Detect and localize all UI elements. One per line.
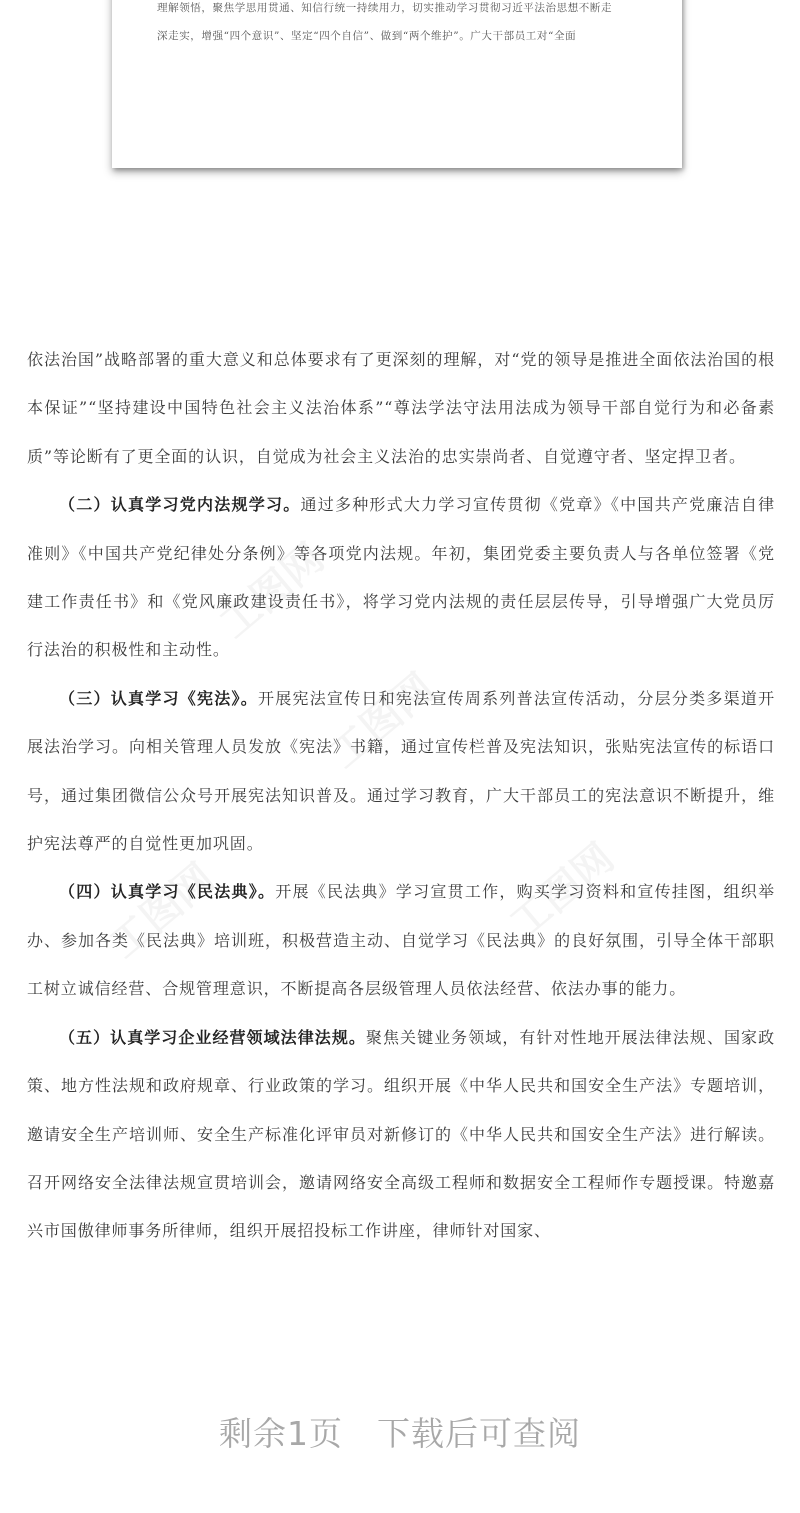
paragraph-continued: 依法治国”战略部署的重大意义和总体要求有了更深刻的理解，对“党的领导是推进全面依法治国的根本保证”“坚持建设中国特色社会主义法治体系”“尊法学法守法用法成为领导干部自觉行为和必备素质”等论断有了更全面的认识，自觉成为社会主义法治的忠实崇尚者、自觉遵守者、坚定捍卫者。 xyxy=(27,350,775,466)
remaining-pages-label: 剩余1页 xyxy=(219,1414,343,1453)
section-body: 开展《民法典》学习宣贯工作，购买学习资料和宣传挂图，组织举办、参加各类《民法典》培训班，积极营造主动、自觉学习《民法典》的良好氛围，引导全体干部职工树立诚信经营、合规管理意识，不断提高各层级管理人员依法经营、依法办事的能力。 xyxy=(27,882,775,999)
preview-line-2: 深走实，增强“四个意识”、坚定“四个自信”、做到“两个维护”。广大干部员工对“全面 xyxy=(157,30,577,42)
section-body: 聚焦关键业务领域，有针对性地开展法律法规、国家政策、地方性法规和政府规章、行业政策的学习。组织开展《中华人民共和国安全生产法》专题培训，邀请安全生产培训师、安全生产标准化评审员对新修订的《中华人民共和国安全生产法》进行解读。召开网络安全法律法规宣贯培训会，邀请网络安全高级工程师和数据安全工程师作专题授课。特邀嘉兴市国傲律师事务所律师，组织开展招投标工作讲座，律师针对国家、 xyxy=(27,1027,775,1241)
section-2 xyxy=(27,481,775,675)
section-heading: （五）认真学习企业经营领域法律法规。 xyxy=(59,1027,366,1047)
section-3 xyxy=(27,675,775,869)
document-body xyxy=(27,336,775,1256)
page-preview-card xyxy=(112,0,682,168)
section-4 xyxy=(27,868,775,1013)
section-heading: （三）认真学习《宪法》。 xyxy=(59,688,258,708)
section-body: 开展宪法宣传日和宪法宣传周系列普法宣传活动，分层分类多渠道开展法治学习。向相关管理人员发放《宪法》书籍，通过宣传栏普及宪法知识，张贴宪法宣传的标语口号，通过集团微信公众号开展宪法知识普及。通过学习教育，广大干部员工的宪法意识不断提升，维护宪法尊严的自觉性更加巩固。 xyxy=(27,688,775,854)
preview-line-1: 理解领悟，聚焦学思用贯通、知信行统一持续用力，切实推动学习贯彻习近平法治思想不断走 xyxy=(157,2,613,14)
download-prompt[interactable] xyxy=(0,1408,800,1455)
section-5 xyxy=(27,1014,775,1256)
section-heading: （四）认真学习《民法典》。 xyxy=(59,882,276,902)
section-body: 通过多种形式大力学习宣传贯彻《党章》《中国共产党廉洁自律准则》《中国共产党纪律处分条例》等各项党内法规。年初，集团党委主要负责人与各单位签署《党建工作责任书》和《党风廉政建设责任书》，将学习党内法规的责任层层传导，引导增强广大党员厉行法治的积极性和主动性。 xyxy=(27,495,775,660)
download-hint-label: 下载后可查阅 xyxy=(377,1414,581,1453)
section-heading: （二）认真学习党内法规学习。 xyxy=(59,495,301,515)
